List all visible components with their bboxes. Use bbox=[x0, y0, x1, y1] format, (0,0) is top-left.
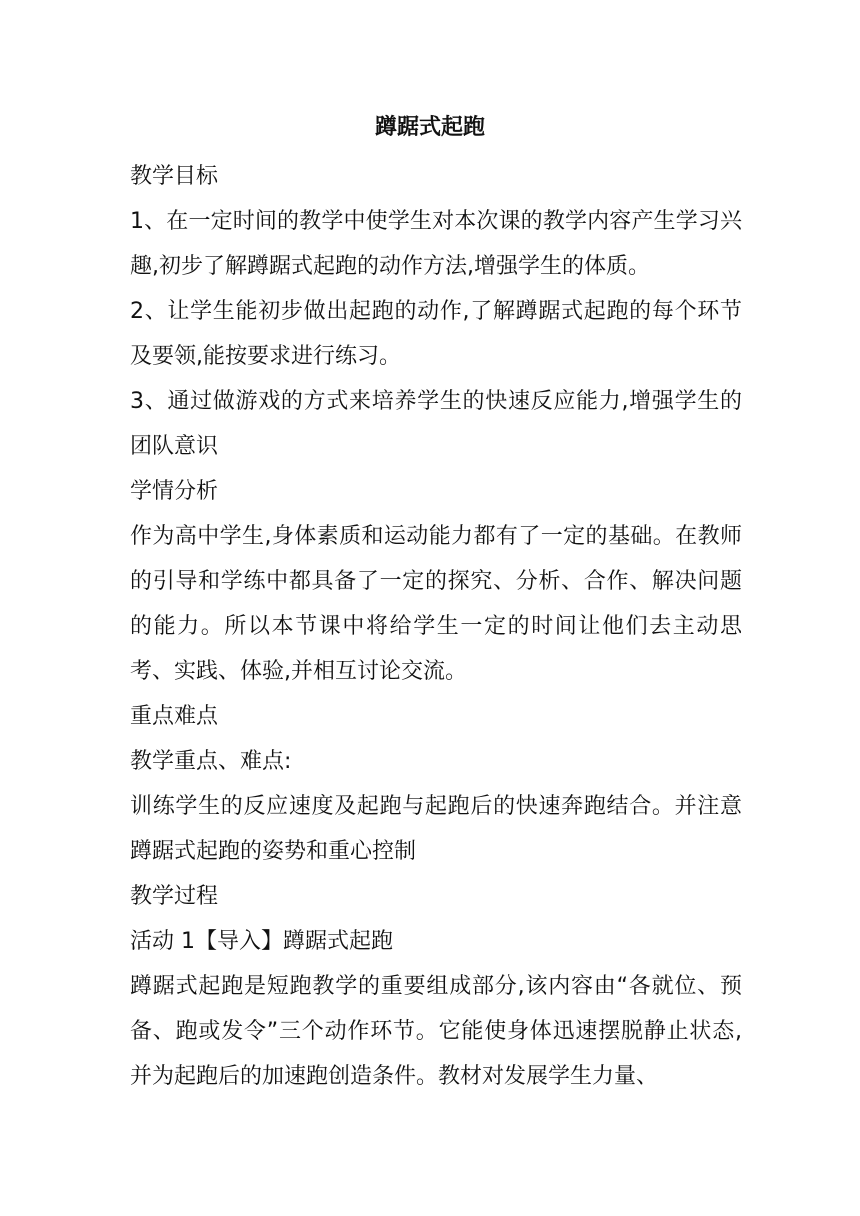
heading-student-analysis: 学情分析 bbox=[130, 479, 219, 504]
student-analysis-paragraph: 作为高中学生,身体素质和运动能力都有了一定的基础。在教师的引导和学练中都具备了一定的探究、分析、合作、解决问题的能力。所以本节课中将给学生一定的时间让他们去主动思考、实践、体验,并相互讨论交流。 bbox=[130, 524, 742, 684]
goal-item-1: 1、在一定时间的教学中使学生对本次课的教学内容产生学习兴趣,初步了解蹲踞式起跑的动作方法,增强学生的体质。 bbox=[130, 209, 742, 279]
subheading-key-difficulties: 教学重点、难点: bbox=[130, 749, 292, 774]
goal-item-3: 3、通过做游戏的方式来培养学生的快速反应能力,增强学生的团队意识 bbox=[130, 389, 742, 459]
key-difficulties-paragraph: 训练学生的反应速度及起跑与起跑后的快速奔跑结合。并注意蹲踞式起跑的姿势和重心控制 bbox=[130, 794, 742, 864]
heading-teaching-goals: 教学目标 bbox=[130, 164, 219, 189]
heading-teaching-process: 教学过程 bbox=[130, 884, 219, 909]
goal-item-2: 2、让学生能初步做出起跑的动作,了解蹲踞式起跑的每个环节及要领,能按要求进行练习。 bbox=[130, 299, 742, 369]
activity-1-paragraph: 蹲踞式起跑是短跑教学的重要组成部分,该内容由“各就位、预备、跑或发令”三个动作环节。它能使身体迅速摆脱静止状态,并为起跑后的加速跑创造条件。教材对发展学生力量、 bbox=[130, 974, 742, 1089]
heading-key-difficulties: 重点难点 bbox=[130, 704, 219, 729]
document-title: 蹲踞式起跑 bbox=[374, 115, 485, 140]
activity-1-heading: 活动 1【导入】蹲踞式起跑 bbox=[130, 929, 393, 954]
document-body bbox=[130, 154, 742, 1099]
